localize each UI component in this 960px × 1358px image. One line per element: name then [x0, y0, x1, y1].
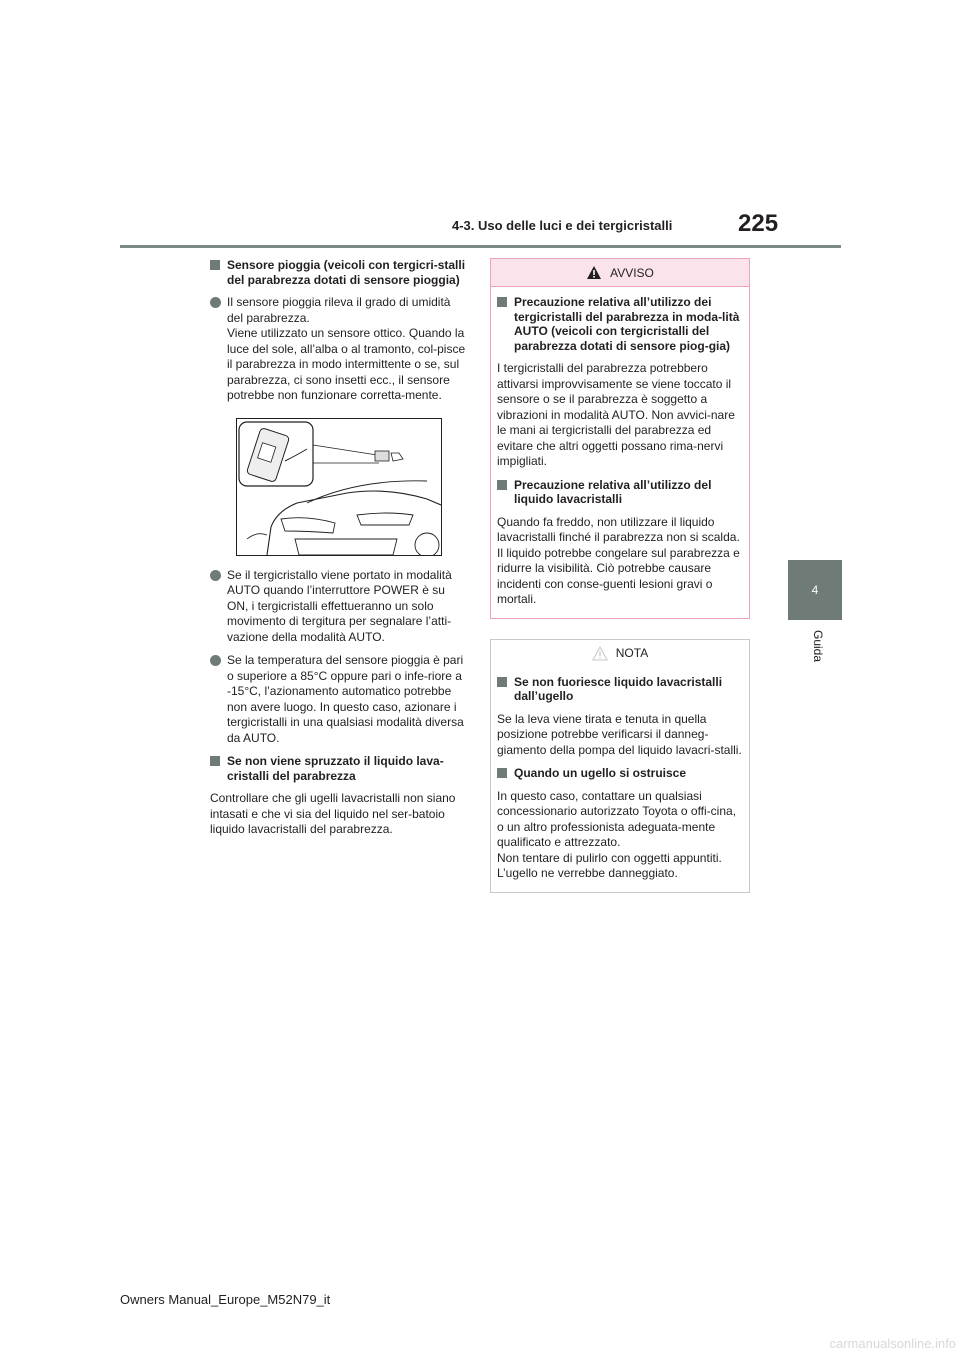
- car-windshield-sensor-icon: [237, 419, 441, 555]
- note-title: NOTA: [615, 646, 649, 660]
- gray-square-icon: [210, 756, 220, 766]
- chapter-label: Guida: [811, 630, 825, 663]
- paragraph: In questo caso, contattare un qualsiasi concessionario autorizzato Toyota o offi-cina, o un altro professionista adeguata-mente qualificato e attrezzato. Non tentare di pulirlo con oggetti appuntiti. L’ugello ne verrebbe danneggiato.: [497, 788, 737, 880]
- rain-sensor-illustration: [236, 418, 442, 556]
- warning-header: [491, 259, 749, 287]
- gray-square-icon: [497, 480, 507, 490]
- gray-circle-icon: [210, 655, 221, 666]
- paragraph: I tergicristalli del parabrezza potrebbero attivarsi improvvisamente se viene toccato il sensore o se il parabrezza è soggetto a vibrazioni in modalità AUTO. Non avvici-nare le mani ai tergicristalli del parabrezza ed evitare che altri oggetti possano rima-nervi impigliati.: [497, 361, 735, 468]
- warning-box: [490, 258, 750, 619]
- section-title: 4-3. Uso delle luci e dei tergicristalli: [452, 218, 673, 233]
- section-heading: [497, 766, 743, 781]
- paragraph: Se la leva viene tirata e tenuta in quella posizione potrebbe verificarsi il danneg-giamento della pompa del liquido lavacri-stalli.: [497, 711, 742, 757]
- bullet-item: [210, 295, 468, 404]
- gray-square-icon: [497, 677, 507, 687]
- section-heading: [497, 295, 743, 353]
- bullet-text: Il sensore pioggia rileva il grado di umidità del parabrezza. Viene utilizzato un sensore ottico. Quando la luce del sole, all’alba o al tramonto, col-pisce il parabrezza in modo intermittente o se, sul parabrezza, ci sono insetti ecc., il sensore potrebbe non funzionare corretta-mente.: [227, 295, 466, 402]
- gray-square-icon: [210, 260, 220, 270]
- note-header: [491, 640, 749, 667]
- note-box: [490, 639, 750, 893]
- gray-circle-icon: [210, 297, 221, 308]
- gray-square-icon: [497, 297, 507, 307]
- heading-text: Sensore pioggia (veicoli con tergicri-stalli del parabrezza dotati di sensore pioggia): [227, 258, 466, 287]
- paragraph: Quando fa freddo, non utilizzare il liquido lavacristalli finché il parabrezza non si scalda. Il liquido potrebbe congelare sul parabrezza e ridurre la visibilità. Ciò potrebbe causare incidenti con conse-guenti lesioni gravi o mortali.: [497, 514, 740, 606]
- heading-text: Se non fuoriesce liquido lavacristalli dall’ugello: [514, 674, 723, 703]
- warning-body: [491, 287, 749, 618]
- section-heading: [497, 478, 743, 507]
- left-column: [210, 258, 468, 846]
- bullet-item: [210, 653, 468, 746]
- paragraph: Controllare che gli ugelli lavacristalli non siano intasati e che vi sia del liquido nel ser-batoio liquido lavacristalli del parabrezza.: [210, 791, 456, 836]
- gray-square-icon: [497, 768, 507, 778]
- bullet-text: Se il tergicristallo viene portato in modalità AUTO quando l’interruttore POWER è su ON, i tergicristalli effettueranno un solo movimento di tergitura per segnalare l’atti-vazione della modalità AUTO.: [227, 567, 452, 644]
- chapter-number: 4: [811, 583, 819, 597]
- heading-text: Se non viene spruzzato il liquido lava-cristalli del parabrezza: [227, 754, 444, 783]
- bullet-item: [210, 568, 468, 646]
- header-rule: [120, 245, 841, 248]
- heading-text: Precauzione relativa all’utilizzo del liquido lavacristalli: [514, 477, 712, 506]
- watermark: carmanualsonline.info: [829, 1336, 956, 1351]
- footer-manual-id: Owners Manual_Europe_M52N79_it: [120, 1292, 331, 1307]
- right-column: [490, 258, 750, 893]
- warning-triangle-icon: [586, 265, 602, 280]
- section-heading: [210, 754, 468, 783]
- section-heading: [210, 258, 468, 287]
- note-body: [491, 667, 749, 892]
- page-number: 225: [738, 210, 779, 237]
- chapter-tab: [788, 560, 842, 620]
- bullet-text: Se la temperatura del sensore pioggia è pari o superiore a 85°C oppure pari o infe-riore a -15°C, l’azionamento automatico potrebbe non avere luogo. In questo caso, azionare i tergicristalli in una qualsiasi modalità diversa da AUTO.: [227, 653, 464, 745]
- caution-triangle-icon: [592, 646, 608, 661]
- gray-circle-icon: [210, 570, 221, 581]
- warning-title: AVVISO: [610, 265, 654, 280]
- heading-text: Precauzione relativa all’utilizzo dei tergicristalli del parabrezza in moda-lità AUTO (veicoli con tergicristalli del parabrezza dotati di sensore piog-gia): [514, 295, 740, 353]
- heading-text: Quando un ugello si ostruisce: [514, 766, 687, 780]
- section-heading: [497, 675, 743, 704]
